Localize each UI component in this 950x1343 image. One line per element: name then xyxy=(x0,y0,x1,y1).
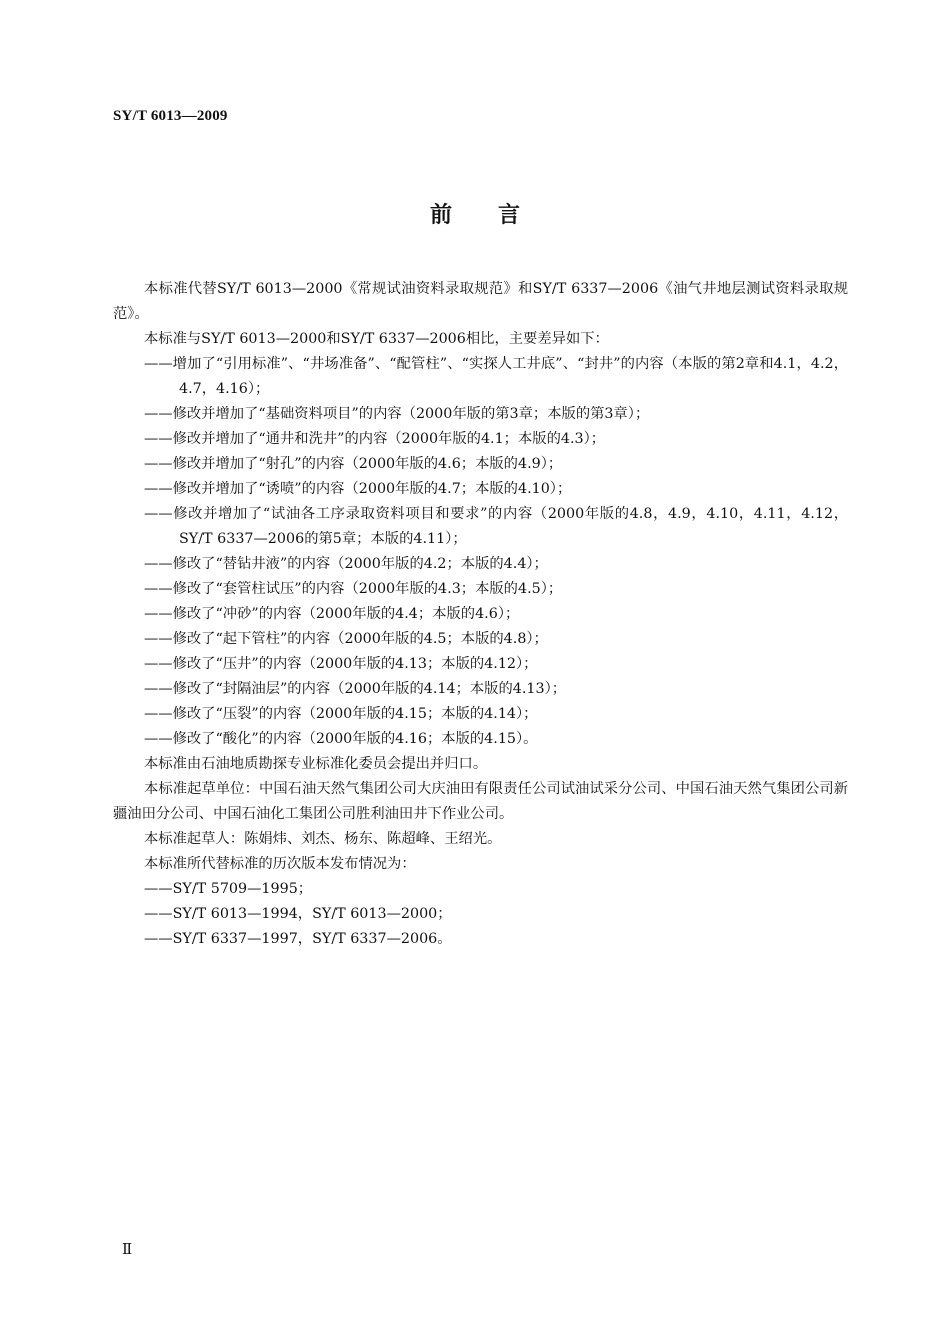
list-item: ——修改了“封隔油层”的内容（2000年版的4.14；本版的4.13）； xyxy=(144,681,567,697)
list-item: ——SY/T 6013—1994，SY/T 6013—2000； xyxy=(144,906,452,922)
page-title: 前言 xyxy=(429,203,566,228)
paragraph: 本标准起草单位：中国石油天然气集团公司大庆油田有限责任公司试油试采分公司、中国石油天然气集团公司新疆油田分公司、中国石油化工集团公司胜利油田井下作业公司。 xyxy=(113,781,848,822)
list-item: ——修改并增加了“通井和洗井”的内容（2000年版的4.1；本版的4.3）； xyxy=(144,431,606,447)
list-item: ——增加了“引用标准”、“井场准备”、“配管柱”、“实探人工井底”、“封井”的内容（本版的第2章和4.1，4.2，4.7，4.16）； xyxy=(144,356,848,397)
list-item: ——修改了“起下管柱”的内容（2000年版的4.5；本版的4.8）； xyxy=(144,631,548,647)
list-item: ——修改了“压井”的内容（2000年版的4.13；本版的4.12）； xyxy=(144,656,538,672)
list-item: ——修改了“冲砂”的内容（2000年版的4.4；本版的4.6）； xyxy=(144,606,520,622)
list-item: ——修改了“压裂”的内容（2000年版的4.15；本版的4.14）； xyxy=(144,706,538,722)
paragraph: 本标准与SY/T 6013—2000和SY/T 6337—2006相比，主要差异如下： xyxy=(144,331,609,347)
list-item: ——修改并增加了“射孔”的内容（2000年版的4.6；本版的4.9）； xyxy=(144,456,563,472)
page-number: Ⅱ xyxy=(122,1242,133,1258)
standard-code: SY/T 6013—2009 xyxy=(113,108,228,124)
list-item: ——SY/T 5709—1995； xyxy=(144,881,313,897)
list-item: ——修改并增加了“诱喷”的内容（2000年版的4.7；本版的4.10）； xyxy=(144,481,572,497)
list-item: ——修改了“酸化”的内容（2000年版的4.16；本版的4.15）。 xyxy=(144,731,538,747)
list-item: ——修改并增加了“基础资料项目”的内容（2000年版的第3章；本版的第3章）； xyxy=(144,406,650,422)
list-item: ——修改了“替钻井液”的内容（2000年版的4.2；本版的4.4）； xyxy=(144,556,548,572)
paragraph: 本标准由石油地质勘探专业标准化委员会提出并归口。 xyxy=(144,756,488,772)
paragraph: 本标准代替SY/T 6013—2000《常规试油资料录取规范》和SY/T 6337—2006《油气井地层测试资料录取规范》。 xyxy=(113,281,848,322)
list-item: ——SY/T 6337—1997，SY/T 6337—2006。 xyxy=(144,931,452,947)
list-item: ——修改了“套管柱试压”的内容（2000年版的4.3；本版的4.5）； xyxy=(144,581,563,597)
foreword-body xyxy=(113,277,848,952)
list-item: ——修改并增加了“试油各工序录取资料项目和要求”的内容（2000年版的4.8，4.9，4.10，4.11，4.12，SY/T 6337—2006的第5章；本版的4.11）； xyxy=(144,506,848,547)
paragraph: 本标准所代替标准的历次版本发布情况为： xyxy=(144,856,416,872)
paragraph: 本标准起草人：陈娟炜、刘杰、杨东、陈超峰、王绍光。 xyxy=(144,831,502,847)
